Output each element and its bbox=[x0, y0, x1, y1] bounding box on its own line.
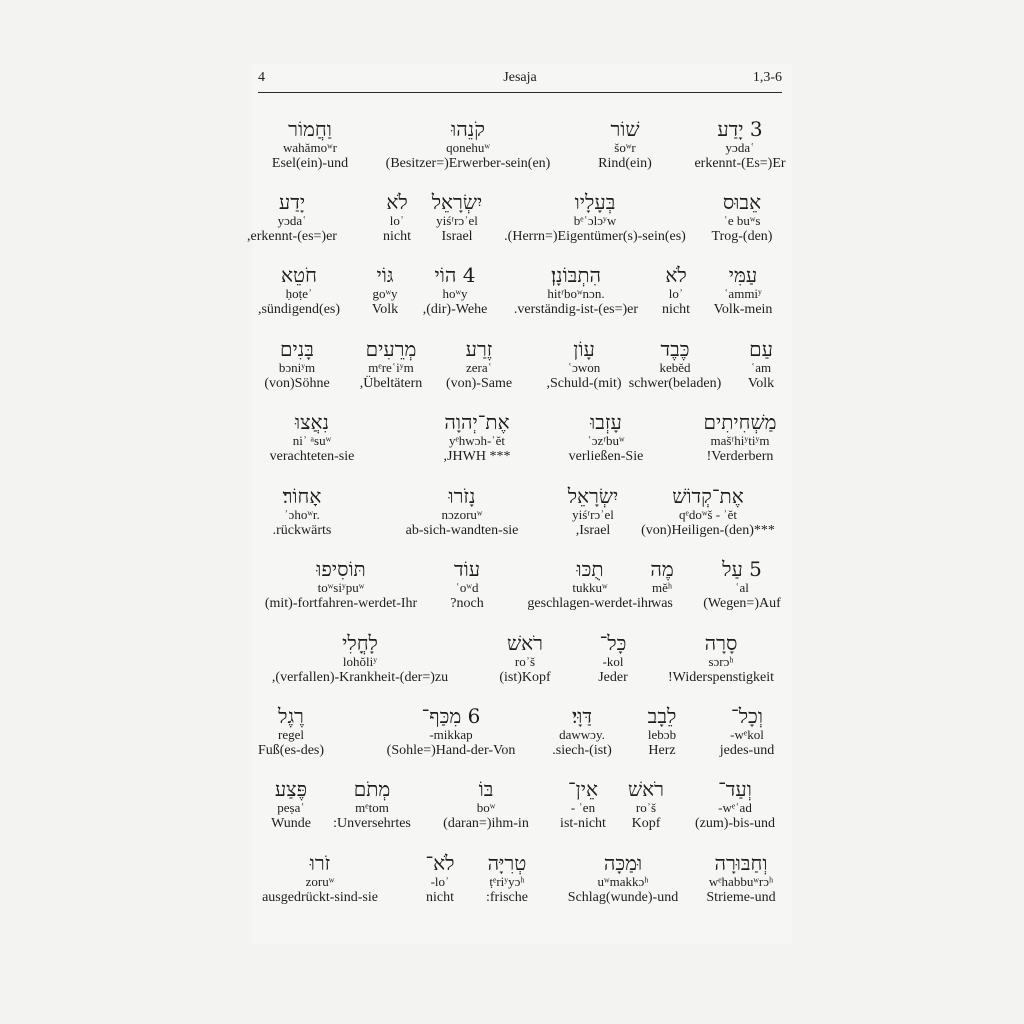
transliteration: sɔrɔʰ bbox=[708, 654, 734, 669]
hebrew-word: 6 מִכַּף־ bbox=[421, 704, 481, 728]
transliteration: dawwɔy. bbox=[559, 727, 605, 742]
interlinear-word bbox=[504, 190, 686, 245]
german-gloss: ,Schuld-(mit) bbox=[546, 376, 622, 391]
interlinear-word bbox=[598, 117, 652, 172]
german-gloss: verließen-Sie bbox=[568, 449, 644, 464]
transliteration: zoruʷ bbox=[305, 874, 335, 889]
transliteration: mĕʰ bbox=[651, 580, 673, 595]
transliteration: mᵉreʿiʸm bbox=[368, 360, 414, 375]
german-gloss: (Sohle=)Hand-der-Von bbox=[386, 743, 516, 758]
german-gloss: (daran=)ihm-in bbox=[443, 816, 529, 831]
transliteration: bᵉʿɔlɔʸw bbox=[573, 213, 617, 228]
transliteration: zeraʿ bbox=[466, 360, 492, 375]
transliteration: toʷsiʸpuʷ bbox=[317, 580, 365, 595]
german-gloss: ,(dir)-Wehe bbox=[422, 302, 488, 317]
transliteration: ʿam bbox=[750, 360, 772, 375]
interlinear-word bbox=[272, 117, 348, 172]
interlinear-word bbox=[423, 263, 488, 318]
german-gloss: verachteten-sie bbox=[269, 449, 355, 464]
transliteration: yiśʳrɔʾel bbox=[436, 213, 478, 228]
interlinear-word bbox=[265, 557, 417, 612]
interlinear-word bbox=[446, 337, 512, 392]
german-gloss: Wunde bbox=[271, 816, 311, 831]
transliteration: ʾe buʷs bbox=[723, 213, 761, 228]
german-gloss: (ist)Kopf bbox=[499, 670, 551, 685]
german-gloss: Esel(ein)-und bbox=[271, 156, 349, 171]
hebrew-word: כָּל־ bbox=[599, 631, 627, 655]
hebrew-word: יָדַע bbox=[278, 190, 306, 214]
hebrew-word: לֵבָב bbox=[647, 704, 677, 728]
transliteration: uʷmakkɔʰ bbox=[597, 874, 649, 889]
hebrew-word: רֶגֶל bbox=[278, 704, 304, 728]
german-gloss: (Besitzer=)Erwerber-sein(en) bbox=[385, 156, 551, 171]
hebrew-word: נִאֲצוּ bbox=[294, 410, 330, 434]
interlinear-word bbox=[264, 337, 329, 392]
hebrew-word: אָחוֹר׃ bbox=[282, 484, 322, 508]
transliteration: niʾ ᵃsuʷ bbox=[292, 433, 332, 448]
interlinear-word bbox=[703, 557, 781, 612]
transliteration: peṣaʿ bbox=[277, 800, 305, 815]
interlinear-word bbox=[560, 777, 606, 832]
german-gloss: :Unversehrtes bbox=[333, 816, 411, 831]
transliteration: roʾš bbox=[514, 654, 536, 669]
transliteration: wᵉhabbuʷrɔʰ bbox=[708, 874, 774, 889]
german-gloss: .verständig-ist-(es=)er bbox=[513, 302, 639, 317]
transliteration: -kol bbox=[602, 654, 624, 669]
transliteration: hitʳboʷnɔn. bbox=[547, 286, 605, 301]
interlinear-word bbox=[568, 851, 678, 906]
interlinear-word bbox=[712, 190, 773, 245]
german-gloss: was bbox=[651, 596, 673, 611]
transliteration: - ʾen bbox=[570, 800, 596, 815]
german-gloss: .siech-(ist) bbox=[552, 743, 612, 758]
interlinear-word bbox=[695, 777, 775, 832]
interlinear-word bbox=[546, 337, 621, 392]
hebrew-word: חֹטֵא bbox=[281, 263, 317, 287]
german-gloss: Strieme-und bbox=[706, 890, 776, 905]
interlinear-word bbox=[443, 777, 529, 832]
interlinear-word bbox=[662, 263, 690, 318]
german-gloss: (mit)-fortfahren-werdet-Ihr bbox=[264, 596, 418, 611]
interlinear-word bbox=[629, 337, 722, 392]
hebrew-word: לָחֳלִי bbox=[342, 631, 378, 655]
german-gloss: erkennt-(Es=)Er bbox=[694, 156, 786, 171]
interlinear-word bbox=[270, 410, 355, 465]
german-gloss: nicht bbox=[662, 302, 690, 317]
transliteration: ʾɔhoʷr. bbox=[284, 507, 320, 522]
transliteration: ʿɔzʳbuʷ bbox=[587, 433, 625, 448]
hebrew-word: זֹרוּ bbox=[309, 851, 331, 875]
interlinear-word bbox=[387, 704, 516, 759]
german-gloss: Volk bbox=[747, 376, 775, 391]
transliteration: ʿoʷd bbox=[455, 580, 479, 595]
interlinear-word bbox=[425, 851, 454, 906]
interlinear-word bbox=[527, 557, 652, 612]
transliteration: roʾš bbox=[635, 800, 657, 815]
german-gloss: jedes-und bbox=[719, 743, 775, 758]
interlinear-word bbox=[258, 263, 340, 318]
hebrew-word: 4 הוֹי bbox=[434, 263, 476, 287]
interlinear-word bbox=[386, 117, 551, 172]
interlinear-word bbox=[650, 557, 673, 612]
interlinear-word bbox=[628, 777, 664, 832]
german-gloss: ?noch bbox=[450, 596, 484, 611]
interlinear-word bbox=[258, 704, 324, 759]
hebrew-word: רֹאשׁ bbox=[506, 631, 543, 655]
hebrew-word: וַחֲמוֹר bbox=[288, 117, 332, 141]
transliteration: boʷ bbox=[476, 800, 496, 815]
hebrew-word: וְכָל־ bbox=[731, 704, 763, 728]
hebrew-word: יִשְׂרָאֵל bbox=[431, 190, 483, 214]
interlinear-word bbox=[514, 263, 638, 318]
german-gloss: ,Übeltätern bbox=[359, 376, 423, 391]
interlinear-word bbox=[720, 704, 774, 759]
transliteration: mᵉtom bbox=[355, 800, 389, 815]
german-gloss: ,JHWH *** bbox=[443, 449, 511, 464]
transliteration: loʾ bbox=[668, 286, 684, 301]
german-gloss: Herz bbox=[648, 743, 676, 758]
german-gloss: Schlag(wunde)-und bbox=[567, 890, 679, 905]
interlinear-word bbox=[648, 704, 677, 759]
hebrew-word: לֹא bbox=[386, 190, 408, 214]
hebrew-word: מַשְׁחִיתִים bbox=[703, 410, 777, 434]
hebrew-word: אֶת־קְדוֹשׁ bbox=[672, 484, 744, 508]
interlinear-word bbox=[499, 631, 550, 686]
interlinear-word bbox=[641, 484, 775, 539]
hebrew-word: אֵין־ bbox=[567, 777, 598, 801]
interlinear-word bbox=[568, 484, 619, 539]
hebrew-word: בּוֹ bbox=[478, 777, 494, 801]
german-gloss: nicht bbox=[383, 229, 411, 244]
transliteration: lebɔb bbox=[647, 727, 677, 742]
page-header bbox=[258, 70, 782, 92]
german-gloss: geschlagen-werdet-ihr bbox=[527, 596, 653, 611]
hebrew-word: עָזְבוּ bbox=[590, 410, 622, 434]
interlinear-word bbox=[714, 263, 773, 318]
german-gloss: :frische bbox=[486, 890, 528, 905]
transliteration: šoʷr bbox=[614, 140, 636, 155]
german-gloss: ,(verfallen)-Krankheit-(der=)zu bbox=[271, 670, 449, 685]
transliteration: qonehuʷ bbox=[446, 140, 490, 155]
hebrew-word: פֶּצַע bbox=[274, 777, 308, 801]
german-gloss: (Wegen=)Auf bbox=[703, 596, 781, 611]
transliteration: yɔdaʿ bbox=[277, 213, 307, 228]
hebrew-word: 5 עַל bbox=[722, 557, 762, 581]
hebrew-word: עָוֹן bbox=[573, 337, 595, 361]
german-gloss: ausgedrückt-sind-sie bbox=[262, 890, 378, 905]
hebrew-word: קֹנֵהוּ bbox=[451, 117, 485, 141]
german-gloss: (von)-Same bbox=[445, 376, 513, 391]
hebrew-word: עוֹד bbox=[453, 557, 481, 581]
german-gloss: ,sündigend(es) bbox=[257, 302, 341, 317]
hebrew-word: מְרֵעִים bbox=[365, 337, 417, 361]
hebrew-word: זֶרַע bbox=[465, 337, 493, 361]
german-gloss: ,Israel bbox=[575, 523, 611, 538]
hebrew-word: רֹאשׁ bbox=[628, 777, 664, 801]
hebrew-word: יִשְׂרָאֵל bbox=[567, 484, 619, 508]
hebrew-word: מֶה bbox=[650, 557, 674, 581]
transliteration: ʿammiʸ bbox=[724, 286, 762, 301]
german-gloss: ab-sich-wandten-sie bbox=[405, 523, 519, 538]
transliteration: nɔzoruʷ bbox=[441, 507, 483, 522]
german-gloss: (zum)-bis-und bbox=[694, 816, 776, 831]
hebrew-word: עַם bbox=[749, 337, 773, 361]
hebrew-word: תּוֹסִיפוּ bbox=[316, 557, 366, 581]
german-gloss: (von)Heiligen-(den)*** bbox=[641, 523, 775, 538]
interlinear-word bbox=[333, 777, 411, 832]
german-gloss: Jeder bbox=[598, 670, 628, 685]
german-gloss: Israel bbox=[441, 229, 473, 244]
hebrew-word: נָזֹרוּ bbox=[448, 484, 476, 508]
hebrew-word: גּוֹי bbox=[376, 263, 394, 287]
german-gloss: schwer(beladen) bbox=[628, 376, 722, 391]
interlinear-word bbox=[432, 190, 483, 245]
transliteration: -wᵉkol bbox=[730, 727, 764, 742]
interlinear-word bbox=[703, 410, 776, 465]
header-rule bbox=[258, 92, 782, 93]
transliteration: ṭᵉriʸyɔʰ bbox=[489, 874, 525, 889]
hebrew-word: 3 יָדַע bbox=[717, 117, 763, 141]
interlinear-word bbox=[569, 410, 644, 465]
interlinear-word bbox=[598, 631, 628, 686]
interlinear-word bbox=[372, 263, 398, 318]
transliteration: goʷy bbox=[372, 286, 398, 301]
german-gloss: ist-nicht bbox=[560, 816, 606, 831]
hebrew-word: דַּוָּי׃ bbox=[572, 704, 592, 728]
german-gloss: Fuß(es-des) bbox=[257, 743, 325, 758]
hebrew-word: וּמַכָּה bbox=[603, 851, 643, 875]
hebrew-word: לֹא־ bbox=[425, 851, 455, 875]
interlinear-word bbox=[406, 484, 519, 539]
german-gloss: Trog-(den) bbox=[711, 229, 773, 244]
transliteration: tukkuʷ bbox=[572, 580, 608, 595]
hebrew-word: עַמִּי bbox=[728, 263, 758, 287]
interlinear-word bbox=[668, 631, 774, 686]
transliteration: yiśʳrɔʾel bbox=[572, 507, 614, 522]
verse-reference: 1,3-6 bbox=[752, 70, 782, 85]
page-number: 4 bbox=[258, 70, 265, 85]
hebrew-word: תֻכּוּ bbox=[576, 557, 604, 581]
hebrew-word: בָּנִים bbox=[280, 337, 314, 361]
interlinear-word bbox=[272, 631, 448, 686]
hebrew-word: אֶת־יְהוָה bbox=[444, 410, 510, 434]
german-gloss: Volk bbox=[371, 302, 399, 317]
transliteration: loʾ bbox=[389, 213, 405, 228]
hebrew-word: סָרָה bbox=[704, 631, 738, 655]
hebrew-word: לֹא bbox=[665, 263, 687, 287]
transliteration: -wᵉʿad bbox=[718, 800, 752, 815]
interlinear-word bbox=[271, 777, 311, 832]
interlinear-word bbox=[694, 117, 785, 172]
interlinear-word bbox=[444, 410, 511, 465]
transliteration: yɔdaʿ bbox=[725, 140, 755, 155]
transliteration: ḥoṭeʾ bbox=[285, 286, 313, 301]
german-gloss: ,erkennt-(es=)er bbox=[247, 229, 337, 244]
german-gloss: (von)Söhne bbox=[264, 376, 330, 391]
transliteration: lohŏliʸ bbox=[342, 654, 378, 669]
transliteration: kebĕd bbox=[659, 360, 691, 375]
german-gloss: .(Herrn=)Eigentümer(s)-sein(es) bbox=[504, 229, 686, 244]
transliteration: wahămoʷr bbox=[283, 140, 337, 155]
german-gloss: nicht bbox=[425, 890, 454, 905]
transliteration: hoʷy bbox=[442, 286, 468, 301]
interlinear-word bbox=[450, 557, 483, 612]
interlinear-word bbox=[552, 704, 611, 759]
transliteration: qᵉdoʷš - ʾĕt bbox=[678, 507, 737, 522]
transliteration: bɔniʸm bbox=[278, 360, 316, 375]
hebrew-word: בְּעָלָיו bbox=[574, 190, 616, 214]
transliteration: ʿal bbox=[735, 580, 749, 595]
german-gloss: Volk-mein bbox=[713, 302, 773, 317]
interlinear-word bbox=[262, 851, 378, 906]
german-gloss: !Widerspenstigkeit bbox=[668, 670, 774, 685]
hebrew-word: כֶּבֶד bbox=[660, 337, 690, 361]
german-gloss: !Verderbern bbox=[706, 449, 774, 464]
hebrew-word: הִתְבּוֹנָן׃ bbox=[550, 263, 602, 287]
hebrew-word: מְתֹם bbox=[353, 777, 391, 801]
interlinear-word bbox=[748, 337, 774, 392]
transliteration: regel bbox=[278, 727, 304, 742]
interlinear-word bbox=[247, 190, 337, 245]
transliteration: mašʳhiʸtiʸm bbox=[710, 433, 770, 448]
hebrew-word: וְעַד־ bbox=[718, 777, 752, 801]
hebrew-word: טְרִיָּה bbox=[487, 851, 527, 875]
german-gloss: Rind(ein) bbox=[598, 156, 652, 171]
interlinear-word bbox=[486, 851, 528, 906]
transliteration: yᵉhwɔh-ʾĕt bbox=[448, 433, 506, 448]
interlinear-word bbox=[273, 484, 332, 539]
interlinear-word bbox=[360, 337, 423, 392]
german-gloss: Kopf bbox=[631, 816, 661, 831]
hebrew-word: שׁוֹר bbox=[610, 117, 640, 141]
hebrew-word: וְחַבּוּרָה bbox=[714, 851, 768, 875]
hebrew-word: אֵבוּס bbox=[722, 190, 762, 214]
interlinear-word bbox=[383, 190, 411, 245]
transliteration: ʿɔwon bbox=[567, 360, 601, 375]
book-title: Jesaja bbox=[503, 70, 537, 85]
transliteration: -loʾ bbox=[430, 874, 450, 889]
interlinear-word bbox=[706, 851, 775, 906]
german-gloss: .rückwärts bbox=[272, 523, 332, 538]
transliteration: -mikkap bbox=[429, 727, 473, 742]
